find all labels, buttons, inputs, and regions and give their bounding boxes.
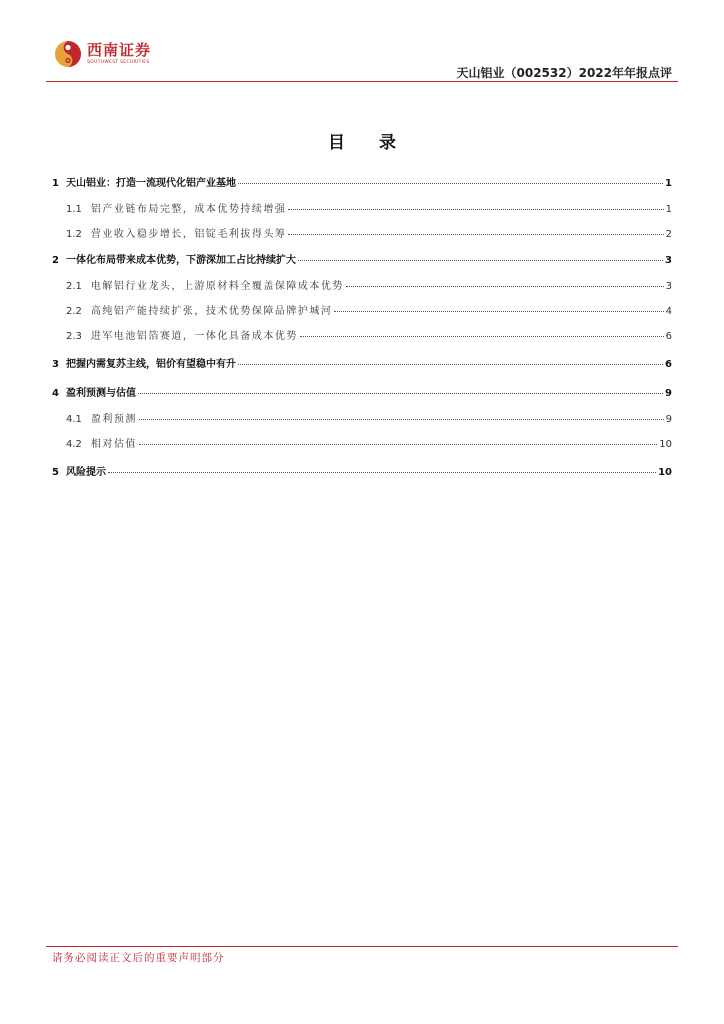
toc-entry-number: 3 (52, 359, 59, 370)
toc-entry-text: 铝产业链布局完整，成本优势持续增强 (90, 204, 287, 215)
toc-entry-2-1[interactable] (52, 277, 672, 292)
footer-divider (46, 946, 678, 947)
toc-entry-page: 4 (665, 306, 672, 317)
toc-entry-text: 把握内需复苏主线，铝价有望稳中有升 (65, 359, 236, 370)
toc-leader-dots (139, 444, 657, 445)
toc-heading: 目 录 (328, 133, 410, 153)
toc-entry-text: 盈利预测 (90, 414, 137, 425)
toc-entry-page: 3 (665, 255, 672, 266)
logo-english-text: SOUTHWEST SECURITIES (87, 60, 150, 65)
toc-entry-1[interactable] (52, 174, 672, 189)
toc-entry-4-2[interactable] (52, 435, 672, 450)
toc-leader-dots (334, 311, 663, 312)
toc-entry-text: 一体化布局带来成本优势，下游深加工占比持续扩大 (65, 255, 296, 266)
footer-disclaimer: 请务必阅读正文后的重要声明部分 (52, 952, 225, 964)
toc-entry-2-2[interactable] (52, 302, 672, 317)
toc-entry-number: 1.1 (66, 204, 82, 215)
toc-entry-2[interactable] (52, 251, 672, 266)
toc-entry-text: 天山铝业：打造一流现代化铝产业基地 (65, 178, 236, 189)
toc-entry-page: 2 (665, 229, 672, 240)
toc-entry-page: 1 (665, 178, 672, 189)
toc-entry-page: 6 (665, 331, 672, 342)
toc-entry-number: 4.2 (66, 439, 82, 450)
toc-entry-text: 风险提示 (65, 467, 106, 478)
toc-entry-number: 4 (52, 388, 59, 399)
toc-entry-page: 9 (665, 414, 672, 425)
toc-leader-dots (288, 234, 663, 235)
toc-entry-number: 2.3 (66, 331, 82, 342)
toc-leader-dots (300, 336, 664, 337)
toc-entry-number: 2.2 (66, 306, 82, 317)
toc-entry-1-2[interactable] (52, 225, 672, 240)
toc-leader-dots (139, 419, 664, 420)
toc-entry-number: 1.2 (66, 229, 82, 240)
logo-chinese-text: 西南证券 (87, 41, 152, 59)
toc-entry-page: 10 (659, 439, 672, 450)
toc-entry-text: 电解铝行业龙头，上游原材料全覆盖保障成本优势 (90, 281, 344, 292)
toc-entry-3[interactable] (52, 355, 672, 370)
toc-leader-dots (298, 260, 663, 261)
toc-entry-text: 高纯铝产能持续扩张，技术优势保障品牌护城河 (90, 306, 333, 317)
toc-entry-page: 3 (665, 281, 672, 292)
toc-leader-dots (238, 183, 663, 184)
toc-leader-dots (238, 364, 663, 365)
toc-entry-number: 5 (52, 467, 59, 478)
toc-entry-text: 营业收入稳步增长，铝锭毛利拔得头筹 (90, 229, 287, 240)
toc-entry-text: 相对估值 (90, 439, 137, 450)
toc-entry-5[interactable] (52, 463, 672, 478)
toc-entry-number: 1 (52, 178, 59, 189)
toc-entry-page: 6 (665, 359, 672, 370)
toc-entry-text: 进军电池铝箔赛道，一体化具备成本优势 (90, 331, 298, 342)
toc-entry-number: 2.1 (66, 281, 82, 292)
report-title: 天山铝业（002532）2022年年报点评 (456, 66, 672, 80)
toc-entry-page: 10 (658, 467, 672, 478)
toc-entry-1-1[interactable] (52, 200, 672, 215)
toc-entry-4-1[interactable] (52, 410, 672, 425)
toc-leader-dots (346, 286, 664, 287)
toc-entry-page: 9 (665, 388, 672, 399)
toc-entry-number: 4.1 (66, 414, 82, 425)
toc-leader-dots (138, 393, 663, 394)
toc-entry-page: 1 (665, 204, 672, 215)
toc-leader-dots (288, 209, 663, 210)
toc-leader-dots (108, 472, 656, 473)
table-of-contents (52, 0, 672, 1024)
toc-entry-2-3[interactable] (52, 327, 672, 342)
toc-entry-number: 2 (52, 255, 59, 266)
toc-entry-text: 盈利预测与估值 (65, 388, 136, 399)
toc-entry-4[interactable] (52, 384, 672, 399)
